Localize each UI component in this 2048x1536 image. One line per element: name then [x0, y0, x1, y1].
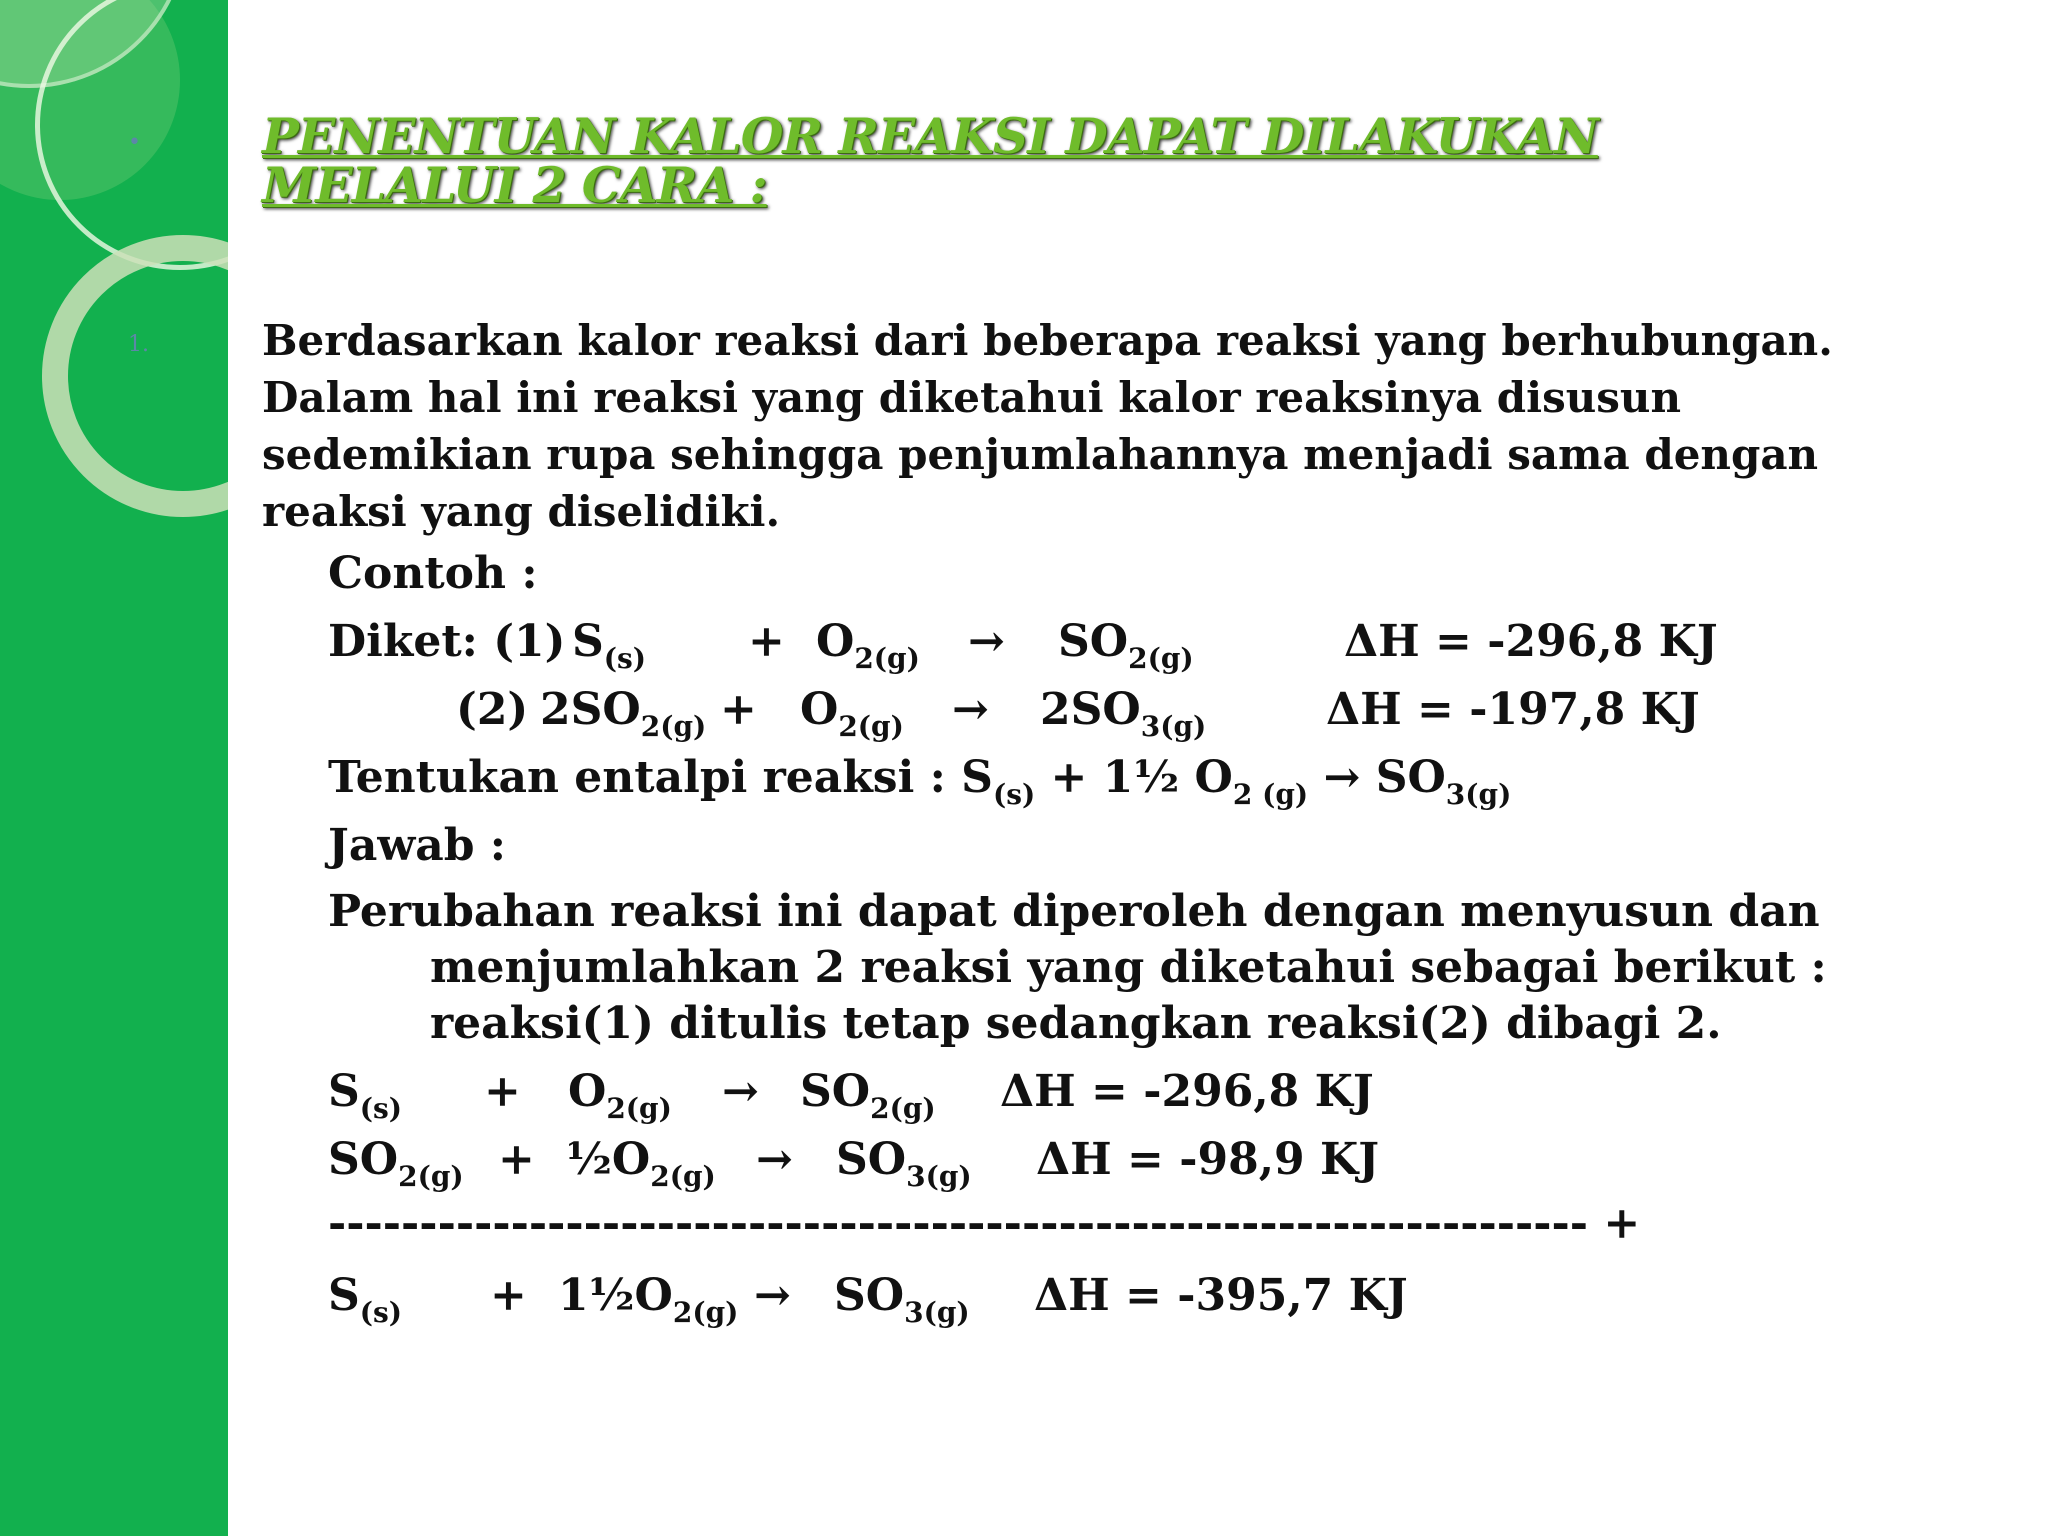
eq1-product: $SO_{2(g)}$ [1058, 616, 1194, 675]
contoh-label: Contoh : [328, 548, 538, 599]
jawab-label: Jawab : [328, 820, 507, 871]
explanation-line-3: reaksi(1) ditulis tetap sedangkan reaksi(2) dibagi 2. [430, 998, 1722, 1049]
sum-divider: --------------------------------------------------------------------- + [328, 1198, 1641, 1249]
equation-1 [328, 616, 566, 667]
intro-paragraph: Berdasarkan kalor reaksi dari beberapa reaksi yang berhubungan. Dalam hal ini reaksi yang diketahui kalor reaksinya disusun sedemikian rupa sehingga penjumlahannya menjadi sama dengan reaksi yang diselidiki. [262, 316, 1833, 536]
slide-title: PENENTUAN KALOR REAKSI DAPAT DILAKUKAN MELALUI 2 CARA : [262, 107, 1598, 214]
result-plus: + [490, 1270, 527, 1321]
eq2-reactant-1: $2SO_{2(g)}$ [540, 684, 707, 743]
step1-reactant-2: $O_{2(g)}$ [568, 1066, 672, 1125]
result-reactant-1: $S_{(s)}$ [328, 1270, 403, 1329]
eq2-reactant-2: $O_{2(g)}$ [800, 684, 904, 743]
eq2-enthalpy: ΔH = -197,8 KJ [1326, 684, 1700, 735]
step2-reactant-2: $\frac{1}{2}O_{2(g)}$ [566, 1134, 716, 1193]
target-reaction: Tentukan entalpi reaksi : $S_{(s)}$ + 1½ $O_{2 (g)} \to SO_{3(g)}$ [328, 752, 1512, 811]
result-product: $SO_{3(g)}$ [834, 1270, 970, 1329]
eq1-enthalpy: ΔH = -296,8 KJ [1344, 616, 1718, 667]
step2-product: $SO_{3(g)}$ [836, 1134, 972, 1193]
step2-plus: + [498, 1134, 535, 1185]
eq1-reactant-1: $S_{(s)}$ [572, 616, 647, 675]
eq2-arrow: → [952, 684, 989, 735]
step1-reactant-1: $S_{(s)}$ [328, 1066, 403, 1125]
step1-enthalpy: ΔH = -296,8 KJ [1000, 1066, 1374, 1117]
eq2-number: (2) [456, 684, 529, 735]
eq2-plus: + [720, 684, 757, 735]
diket-label: Diket: (1) [328, 616, 566, 667]
result-arrow: → [754, 1270, 791, 1321]
eq1-reactant-2: $O_{2(g)}$ [816, 616, 920, 675]
step1-plus: + [484, 1066, 521, 1117]
result-enthalpy: ΔH = -395,7 KJ [1034, 1270, 1408, 1321]
step2-reactant-1: $SO_{2(g)}$ [328, 1134, 464, 1193]
eq1-arrow: → [968, 616, 1005, 667]
explanation-line-2: menjumlahkan 2 reaksi yang diketahui sebagai berikut : [430, 942, 1827, 993]
explanation-line-1: Perubahan reaksi ini dapat diperoleh dengan menyusun dan [328, 886, 1820, 937]
title-bullet: • [128, 130, 141, 155]
step2-arrow: → [756, 1134, 793, 1185]
eq2-product: $2SO_{3(g)}$ [1040, 684, 1207, 743]
step1-product: $SO_{2(g)}$ [800, 1066, 936, 1125]
item-number: 1. [128, 332, 149, 357]
result-reactant-2: $1\frac{1}{2}O_{2(g)}$ [558, 1270, 739, 1329]
step1-arrow: → [722, 1066, 759, 1117]
step2-enthalpy: ΔH = -98,9 KJ [1036, 1134, 1380, 1185]
eq1-plus: + [748, 616, 785, 667]
